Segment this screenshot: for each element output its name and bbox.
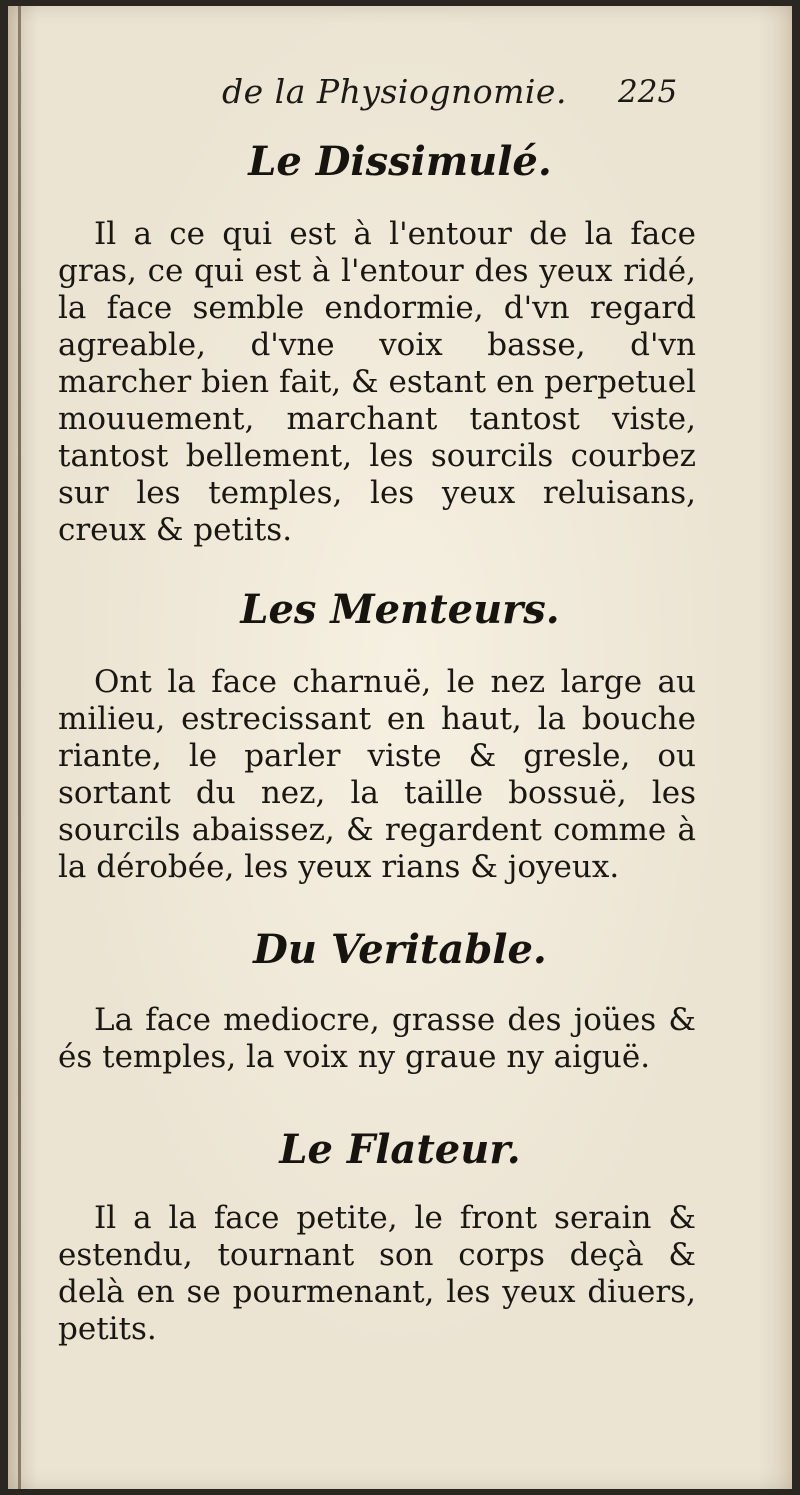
running-title: de la Physiognomie. <box>222 72 567 111</box>
section-heading: Du Veritable. <box>253 926 547 973</box>
section-heading: Le Flateur. <box>279 1126 521 1173</box>
section-paragraph: La face mediocre, grasse des joües & és temples, la voix ny graue ny aiguë. <box>58 1002 696 1075</box>
section-heading: Le Dissimulé. <box>248 138 552 185</box>
section-dissimule <box>8 138 792 549</box>
section-paragraph: Ont la face charnuë, le nez large au milieu, estrecissant en haut, la bouche riante, le parler viste & gresle, ou sortant du nez, la taille bossuë, les sourcils abaissez, & regardent comme à la dérobée, les yeux rians & joyeux. <box>58 664 696 885</box>
running-head <box>8 72 792 122</box>
section-paragraph: Il a la face petite, le front serain & estendu, tournant son corps deçà & delà en se pourmenant, les yeux diuers, petits. <box>58 1200 696 1347</box>
section-flateur <box>8 1126 792 1348</box>
book-page <box>8 6 792 1489</box>
page-number: 225 <box>618 74 678 110</box>
section-menteurs <box>8 586 792 886</box>
section-heading: Les Menteurs. <box>240 586 560 633</box>
section-paragraph: Il a ce qui est à l'entour de la face gras, ce qui est à l'entour des yeux ridé, la face semble endormie, d'vn regard agreable, d'vne voix basse, d'vn marcher bien fait, & estant en perpetuel mouuement, marchant tantost viste, tantost bellement, les sourcils courbez sur les temples, les yeux reluisans, creux & petits. <box>58 216 696 548</box>
section-veritable <box>8 926 792 1076</box>
